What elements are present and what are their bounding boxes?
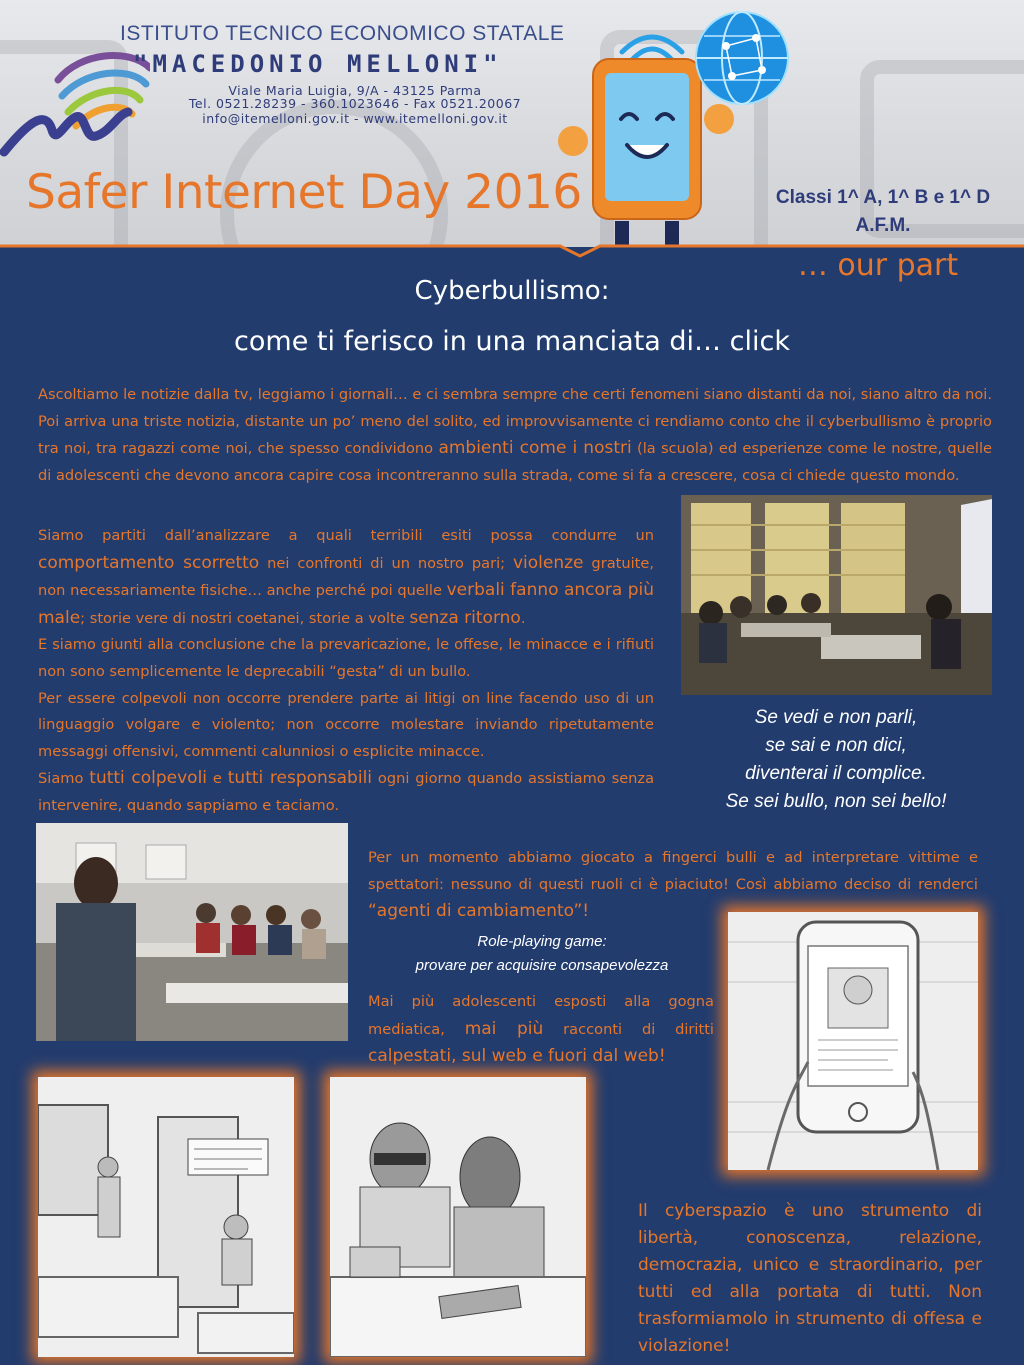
highlight-text: mai più [464, 1018, 544, 1039]
page-header [0, 0, 1024, 247]
role-play-photo [36, 823, 348, 1041]
globe-icon [690, 6, 794, 110]
quote-line: se sai e non dici, [765, 735, 907, 756]
roleplay-text: Per un momento abbiamo giocato a fingerci bulli e ad interpretare vittime e spettatori: nessuno di questi ruoli ci è piaciuto! Così abbiamo deciso di renderci [368, 849, 978, 893]
students-sketch-photo [330, 1077, 586, 1357]
highlight-text: calpestati, sul web e fuori dal web! [368, 1046, 666, 1067]
intro-highlight: ambienti come i nostri [438, 438, 632, 459]
classes-line2: A.F.M. [855, 215, 911, 236]
highlight-text: violenze [512, 552, 584, 573]
classroom-sketch-photo [38, 1077, 294, 1357]
intro-text: (la scuola) ed esperienze come le nostre, quelle di adolescenti che devono ancora capire cosa incontreranno sulla strada, come si fa a crescere, cosa ci chiede questo mondo. [38, 440, 992, 484]
headline-line1: Cyberbullismo: [414, 276, 610, 306]
roleplay-game-caption [368, 930, 716, 978]
quote-line: Se vedi e non parli, [754, 707, 918, 728]
highlight-text: senza ritorno [409, 607, 521, 628]
closing-paragraph: Il cyberspazio è uno strumento di libertà, conoscenza, relazione, democrazia, unico e straordinario, per tutti ed alla portata di tutti. Non trasformiamolo in strumento di offesa e violazione! [638, 1201, 982, 1356]
highlight-text: comportamento scorretto [38, 552, 260, 573]
caption-line: provare per acquisire consapevolezza [415, 957, 669, 974]
analysis-paragraph: E siamo giunti alla conclusione che la prevaricazione, le offese, le minacce e i rifiuti non sono semplicemente le deprecabili “gesta” di un bullo. [38, 636, 654, 680]
caption-line: Role-playing game: [477, 933, 607, 950]
school-name: ISTITUTO TECNICO ECONOMICO STATALE [120, 22, 565, 45]
quote-block [684, 704, 988, 816]
highlight-text: tutti responsabili [227, 768, 373, 789]
intro-text: Ascoltiamo le notizie dalla tv, leggiamo i giornali… e ci sembra sempre che certi fenomeni siano distanti da noi, siano altro da noi. Poi arriva una triste notizia, distante un po’ meno del solito, ed improvvisamente ci rendiamo conto che il cyberbullismo è proprio tra noi, tra ragazzi come noi, che spesso condividono [38, 386, 992, 458]
analysis-paragraph: Siamo partiti dall’analizzare a quali terribili esiti possa condurre un comportamento scorretto nei confronti di un nostro pari; violenze gratuite, non necessariamente fisiche… anche perché poi quelle verbali fanno ancora più male; storie vere di nostri coetanei, storie a volte senza ritorno. [38, 527, 655, 628]
highlight-text: tutti colpevoli [89, 768, 208, 789]
event-title: Safer Internet Day 2016 [26, 165, 582, 220]
never-again-paragraph: Mai più adolescenti esposti alla gogna mediatica, mai più racconti di diritti calpestati, sul web e fuori dal web! [368, 993, 714, 1067]
highlight-text: “agenti di cambiamento”! [368, 901, 590, 922]
school-email-web: info@itemelloni.gov.it - www.itemelloni.gov.it [202, 111, 508, 126]
school-title: "MACEDONIO MELLONI" [133, 50, 503, 78]
school-address: Viale Maria Luigia, 9/A - 43125 Parma [228, 83, 482, 98]
school-contacts [130, 83, 580, 133]
analysis-section [38, 523, 654, 820]
classroom-photo [681, 495, 992, 695]
classes-label [752, 184, 1014, 240]
headline-line2: come ti ferisco in una manciata di… click [234, 326, 790, 357]
quote-line: Se sei bullo, non sei bello! [725, 791, 947, 812]
analysis-paragraph: Per essere colpevoli non occorre prendere parte ai litigi on line facendo uso di un linguaggio volgare e violento; non occorre molestare inviando ripetutamente messaggi offensivi, commenti calunniosi o esplicite minacce. [38, 689, 654, 760]
classes-line1: Classi 1^ A, 1^ B e 1^ D [775, 187, 991, 208]
quote-line: diventerai il complice. [745, 763, 927, 784]
analysis-paragraph: Siamo tutti colpevoli e tutti responsabili ogni giorno quando assistiamo senza intervenire, quando sappiamo e taciamo. [38, 768, 655, 814]
our-part-label: … our part [797, 248, 959, 283]
school-phone: Tel. 0521.28239 - 360.1023646 - Fax 0521.20067 [188, 96, 522, 111]
phone-sketch-photo [728, 912, 978, 1170]
highlight-text: verbali fanno ancora più male [38, 580, 654, 628]
intro-paragraph [38, 382, 992, 489]
school-logo-icon [0, 40, 150, 160]
